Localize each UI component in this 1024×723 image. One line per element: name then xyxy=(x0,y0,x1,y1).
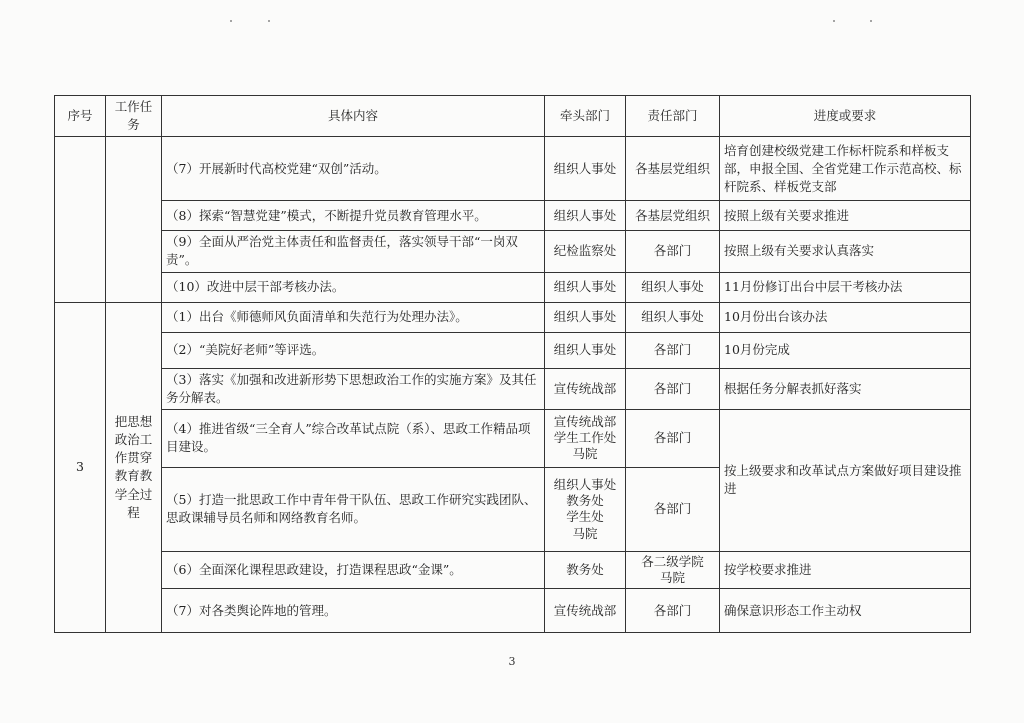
lead-dept-cell: 组织人事处 xyxy=(545,272,626,302)
table-row xyxy=(55,551,971,589)
table-row xyxy=(55,409,971,467)
table-row xyxy=(55,302,971,332)
lead-dept-cell: 组织人事处 xyxy=(545,302,626,332)
progress-cell: 按照上级有关要求认真落实 xyxy=(720,231,971,272)
table-row xyxy=(55,368,971,409)
content-cell: （6）全面深化课程思政建设，打造课程思政“金课”。 xyxy=(162,551,545,589)
resp-dept-cell: 各部门 xyxy=(626,589,720,633)
resp-dept-cell: 组织人事处 xyxy=(626,302,720,332)
lead-dept-cell: 纪检监察处 xyxy=(545,231,626,272)
lead-dept-cell: 宣传统战部 xyxy=(545,368,626,409)
progress-cell: 11月份修订出台中层干考核办法 xyxy=(720,272,971,302)
content-cell: （7）对各类舆论阵地的管理。 xyxy=(162,589,545,633)
content-cell: （2）“美院好老师”等评选。 xyxy=(162,332,545,368)
header-progress: 进度或要求 xyxy=(720,96,971,137)
content-cell: （7）开展新时代高校党建“双创”活动。 xyxy=(162,137,545,201)
table-row xyxy=(55,332,971,368)
seq-cell-empty xyxy=(55,137,106,302)
resp-dept-cell: 各部门 xyxy=(626,368,720,409)
content-cell: （8）探索“智慧党建”模式，不断提升党员教育管理水平。 xyxy=(162,201,545,231)
lead-dept-cell: 教务处 xyxy=(545,551,626,589)
lead-dept-cell: 组织人事处 教务处 学生处 马院 xyxy=(545,467,626,551)
progress-cell: 10月份完成 xyxy=(720,332,971,368)
lead-dept-cell: 组织人事处 xyxy=(545,137,626,201)
resp-dept-cell: 各部门 xyxy=(626,332,720,368)
scan-mark xyxy=(833,20,835,22)
content-cell: （10）改进中层干部考核办法。 xyxy=(162,272,545,302)
scan-mark xyxy=(268,20,270,22)
resp-dept-cell: 各基层党组织 xyxy=(626,201,720,231)
table-row xyxy=(55,137,971,201)
table-row xyxy=(55,231,971,272)
content-cell: （1）出台《师德师风负面清单和失范行为处理办法》。 xyxy=(162,302,545,332)
task-cell-empty xyxy=(106,137,162,302)
header-lead-dept: 牵头部门 xyxy=(545,96,626,137)
table-row xyxy=(55,201,971,231)
table-row xyxy=(55,272,971,302)
progress-cell: 按上级要求和改革试点方案做好项目建设推进 xyxy=(720,409,971,551)
progress-cell: 按照上级有关要求推进 xyxy=(720,201,971,231)
resp-dept-cell: 各部门 xyxy=(626,231,720,272)
seq-cell: 3 xyxy=(55,302,106,633)
task-cell: 把思想政治工作贯穿教育教学全过程 xyxy=(106,302,162,633)
progress-cell: 确保意识形态工作主动权 xyxy=(720,589,971,633)
task-table xyxy=(54,95,971,633)
header-resp-dept: 责任部门 xyxy=(626,96,720,137)
progress-cell: 培育创建校级党建工作标杆院系和样板支部，申报全国、全省党建工作示范高校、标杆院系、样板党支部 xyxy=(720,137,971,201)
resp-dept-cell: 各部门 xyxy=(626,467,720,551)
resp-dept-cell: 各二级学院 马院 xyxy=(626,551,720,589)
lead-dept-cell: 宣传统战部 xyxy=(545,589,626,633)
content-cell: （4）推进省级“三全育人”综合改革试点院（系）、思政工作精品项目建设。 xyxy=(162,409,545,467)
page-number: 3 xyxy=(508,655,516,668)
header-task: 工作任务 xyxy=(106,96,162,137)
table-row xyxy=(55,589,971,633)
table-header-row xyxy=(55,96,971,137)
content-cell: （9）全面从严治党主体责任和监督责任，落实领导干部“一岗双责”。 xyxy=(162,231,545,272)
progress-cell: 10月份出台该办法 xyxy=(720,302,971,332)
content-cell: （3）落实《加强和改进新形势下思想政治工作的实施方案》及其任务分解表。 xyxy=(162,368,545,409)
content-cell: （5）打造一批思政工作中青年骨干队伍、思政工作研究实践团队、思政课辅导员名师和网络教育名师。 xyxy=(162,467,545,551)
lead-dept-cell: 组织人事处 xyxy=(545,332,626,368)
scan-mark xyxy=(230,20,232,22)
progress-cell: 按学校要求推进 xyxy=(720,551,971,589)
resp-dept-cell: 组织人事处 xyxy=(626,272,720,302)
scan-mark xyxy=(870,20,872,22)
header-seq: 序号 xyxy=(55,96,106,137)
resp-dept-cell: 各部门 xyxy=(626,409,720,467)
resp-dept-cell: 各基层党组织 xyxy=(626,137,720,201)
progress-cell: 根据任务分解表抓好落实 xyxy=(720,368,971,409)
lead-dept-cell: 宣传统战部 学生工作处 马院 xyxy=(545,409,626,467)
lead-dept-cell: 组织人事处 xyxy=(545,201,626,231)
header-content: 具体内容 xyxy=(162,96,545,137)
